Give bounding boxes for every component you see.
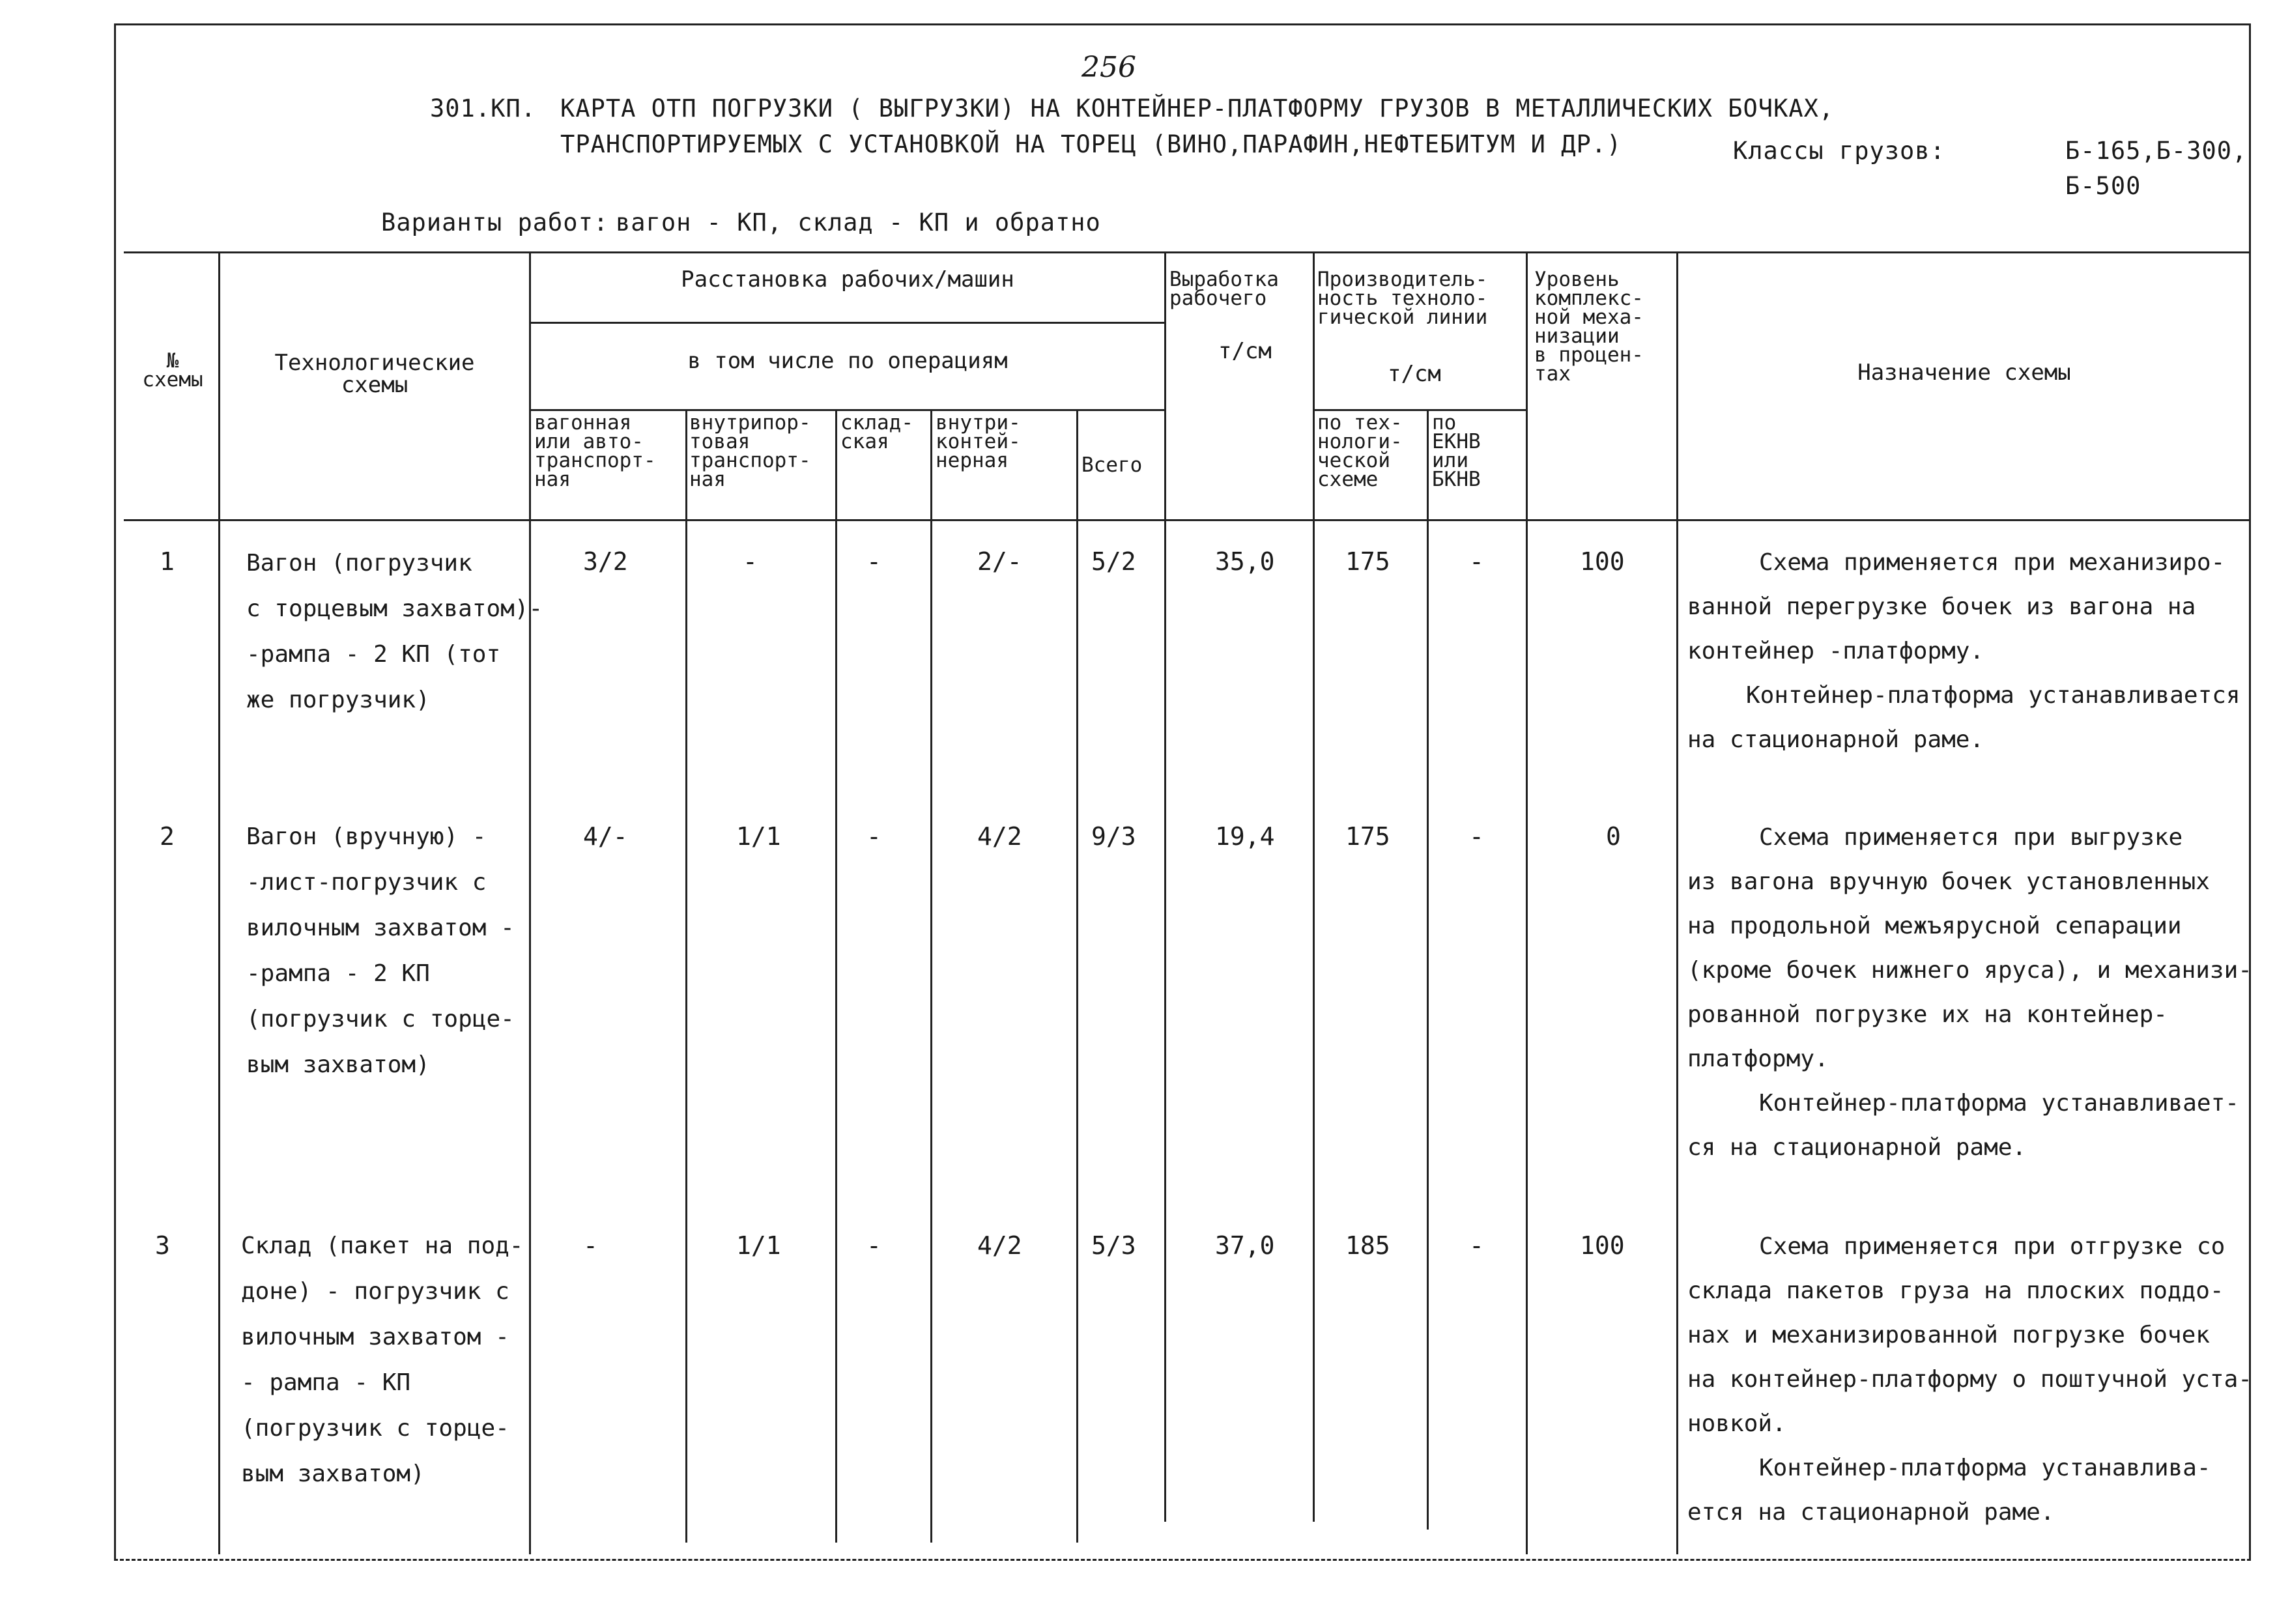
hdr-productivity: Производитель- ность техноло- гической линии xyxy=(1317,268,1488,329)
row1-output: 35,0 xyxy=(1215,547,1275,576)
row3-no: 3 xyxy=(155,1231,170,1260)
hdr-intraport: внутрипор- товая транспорт- ная xyxy=(689,411,811,491)
col-line-2 xyxy=(529,251,531,1554)
title-line-2: ТРАНСПОРТИРУЕМЫХ С УСТАНОВКОЙ НА ТОРЕЦ (ВИНО,ПАРАФИН,НЕФТЕБИТУМ И ДР.) xyxy=(560,130,1622,158)
col-line-5 xyxy=(930,409,932,1543)
col-line-1 xyxy=(218,251,220,1554)
col-line-11 xyxy=(1676,251,1678,1554)
hdr-scheme-no: № схемы xyxy=(142,349,203,392)
title-line-1: КАРТА ОТП ПОГРУЗКИ ( ВЫГРУЗКИ) НА КОНТЕЙНЕР-ПЛАТФОРМУ ГРУЗОВ В МЕТАЛЛИЧЕСКИХ БОЧКАХ, xyxy=(560,94,1835,122)
hdr-mechanization: Уровень комплекс- ной меха- низации в процен- тах xyxy=(1534,268,1644,386)
row1-no: 1 xyxy=(160,547,175,576)
left-border xyxy=(114,23,116,1561)
row1-intraport: - xyxy=(743,547,758,576)
row2-total: 9/3 xyxy=(1091,822,1136,851)
top-border xyxy=(114,23,2251,25)
row3-purpose: Схема применяется при отгрузке со склада пакетов груза на плоских поддо- нах и механизированной погрузке бочек на контейнер-платформу о поштучной уста- новкой. Контейнер-платформа устанавлива- ется на стационарной раме. xyxy=(1687,1233,2252,1526)
table-top-rule xyxy=(124,251,2251,253)
hdr-placement: Расстановка рабочих/машин xyxy=(681,266,1014,292)
col-line-3 xyxy=(685,409,687,1543)
row1-by-tech: 175 xyxy=(1345,547,1390,576)
row3-warehouse: - xyxy=(866,1231,881,1260)
col-line-10 xyxy=(1526,251,1528,1554)
hdr-by-tech-scheme: по тех- нологи- ческой схеме xyxy=(1317,411,1403,491)
page-number: 256 xyxy=(1081,51,1136,84)
work-variants-value: вагон - КП, склад - КП и обратно xyxy=(616,208,1101,236)
row2-purpose: Схема применяется при выгрузке из вагона вручную бочек установленных на продольной межъярусной сепарации (кроме бочек нижнего яруса), и механизи- рованной погрузке их на контейнер- платформу. Контейнер-платформа устанавливает- ся на стационарной раме. xyxy=(1687,824,2252,1161)
row3-mech: 100 xyxy=(1580,1231,1625,1260)
hdr-output-unit: т/см xyxy=(1218,338,1272,364)
cargo-classes-value-1: Б-165,Б-300, xyxy=(2065,137,2248,165)
row2-warehouse: - xyxy=(866,822,881,851)
row3-wagon: - xyxy=(583,1231,598,1260)
hdr-intracontainer: внутри- контей- нерная xyxy=(936,411,1021,472)
row3-by-tech: 185 xyxy=(1345,1231,1390,1260)
col-line-9 xyxy=(1427,409,1429,1530)
hdr-wagon: вагонная или авто- транспорт- ная xyxy=(534,411,656,491)
row2-output: 19,4 xyxy=(1215,822,1275,851)
hdr-warehouse: склад- ская xyxy=(840,411,913,453)
hdr-by-eknv: по ЕКНВ или БКНВ xyxy=(1432,411,1481,491)
row1-purpose: Схема применяется при механизиро- ванной перегрузке бочек из вагона на контейнер -платформу. Контейнер-платформа устанавливается на стационарной раме. xyxy=(1687,549,2240,753)
row3-by-eknv: - xyxy=(1469,1231,1484,1260)
row2-by-tech: 175 xyxy=(1345,822,1390,851)
row3-output: 37,0 xyxy=(1215,1231,1275,1260)
row2-scheme: Вагон (вручную) - -лист-погрузчик с вилочным захватом - -рампа - 2 КП (погрузчик с торце- вым захватом) xyxy=(246,823,515,1078)
row1-mech: 100 xyxy=(1580,547,1625,576)
row1-total: 5/2 xyxy=(1091,547,1136,576)
row3-intraport: 1/1 xyxy=(736,1231,781,1260)
hdr-total: Всего xyxy=(1081,453,1143,477)
table-header-bottom-rule xyxy=(124,519,2251,521)
hdr-by-operation: в том числе по операциям xyxy=(687,348,1008,374)
row2-intraport: 1/1 xyxy=(736,822,781,851)
col-line-6 xyxy=(1076,409,1078,1543)
row2-intracontainer: 4/2 xyxy=(977,822,1022,851)
col-line-7 xyxy=(1164,251,1166,1522)
cargo-classes-label: Классы грузов: xyxy=(1733,137,1945,165)
hdr-productivity-unit: т/см xyxy=(1388,361,1441,387)
row1-wagon: 3/2 xyxy=(583,547,628,576)
work-variants-label: Варианты работ: xyxy=(381,208,609,236)
row3-intracontainer: 4/2 xyxy=(977,1231,1022,1260)
cargo-classes-value-2: Б-500 xyxy=(2065,172,2141,200)
hdr-tech-schemes: Технологические схемы xyxy=(274,350,475,398)
row3-scheme: Склад (пакет на под- доне) - погрузчик с вилочным захватом - - рампа - КП (погрузчик с торце- вым захватом) xyxy=(241,1232,524,1487)
row2-mech: 0 xyxy=(1606,822,1621,851)
row1-scheme: Вагон (погрузчик с торцевым захватом)- -рампа - 2 КП (тот же погрузчик) xyxy=(246,550,543,713)
hdr-purpose: Назначение схемы xyxy=(1857,360,2071,386)
row2-wagon: 4/- xyxy=(583,822,628,851)
bottom-border xyxy=(114,1559,2251,1561)
hdr-output: Выработка рабочего xyxy=(1169,268,1279,310)
col-line-8 xyxy=(1313,251,1315,1522)
row1-warehouse: - xyxy=(866,547,881,576)
placement-rule xyxy=(531,322,1164,324)
row1-by-eknv: - xyxy=(1469,547,1484,576)
row1-intracontainer: 2/- xyxy=(977,547,1022,576)
row2-by-eknv: - xyxy=(1469,822,1484,851)
col-line-4 xyxy=(835,409,837,1543)
title-code: 301.КП. xyxy=(430,94,536,122)
row3-total: 5/3 xyxy=(1091,1231,1136,1260)
row2-no: 2 xyxy=(160,822,175,851)
